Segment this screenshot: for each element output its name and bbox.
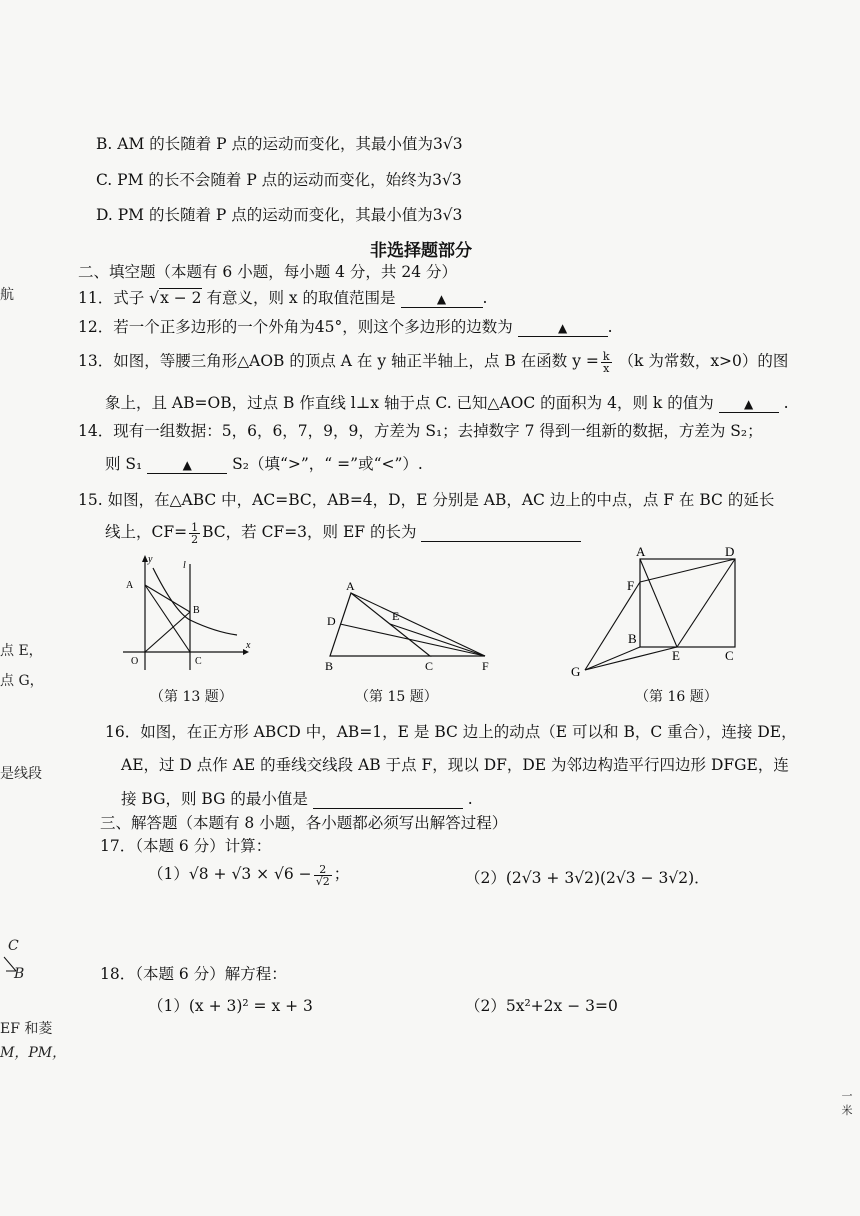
label-a: A [126, 580, 134, 591]
margin-text-4: 是线段 [0, 766, 42, 782]
label-l: l [183, 560, 186, 571]
figure-16 [565, 542, 755, 682]
option-c: C. PM 的长不会随着 P 点的运动而变化，始终为3√3 [96, 171, 462, 189]
segment-ed [677, 559, 735, 647]
segment-df [340, 624, 485, 656]
answer-blank-14[interactable]: ▲ [147, 455, 227, 474]
label-e: E [392, 609, 400, 623]
answer-blank-11[interactable]: ▲ [401, 289, 483, 308]
label-g: G [571, 664, 581, 679]
label-b: B [628, 631, 637, 646]
figure-13 [115, 550, 255, 675]
label-f: F [627, 578, 635, 593]
question-13-line2: 象上，且 AB=OB，过点 B 作直线 l⊥x 轴于点 C. 已知△AOC 的面积为 4，则 k 的值为 ▲ . [105, 394, 789, 412]
segment-ab [145, 585, 190, 612]
question-18-part1: （1）(x + 3)² = x + 3 [148, 997, 313, 1015]
segment-fd [640, 559, 735, 582]
section-title: 非选择题部分 [370, 241, 472, 261]
question-15-line1: 15. 如图，在△ABC 中，AC=BC，AB=4，D，E 分别是 AB，AC 边上的中点，点 F 在 BC 的延长 [78, 491, 775, 509]
question-13-line1: 13．如图，等腰三角形△AOB 的顶点 A 在 y 轴正半轴上，点 B 在函数 y = $\frac{k}{x}$ （k 为常数，x>0）的图 [78, 349, 789, 375]
section3-header: 三、解答题（本题有 8 小题，各小题都必须写出解答过程） [100, 814, 508, 832]
label-a: A [346, 579, 355, 593]
option-d: D. PM 的长随着 P 点的运动而变化，其最小值为3√3 [96, 206, 463, 224]
label-a: A [636, 544, 646, 559]
caption-fig13: （第 13 题） [150, 689, 233, 705]
hyperbola-curve [153, 568, 237, 635]
label-f: F [482, 659, 489, 673]
margin-text-8: M，PM， [0, 1045, 67, 1061]
question-15-line2: 线上，CF= $\frac{1}{2}$ BC，若 CF=3，则 EF 的长为 [105, 520, 581, 545]
segment-gf [585, 582, 640, 670]
question-14-line2: 则 S₁ ▲ S₂（填“>”，“ =”或“<”）. [105, 455, 423, 473]
margin-text-6: B [14, 966, 25, 982]
question-14-line1: 14．现有一组数据：5，6，6，7，9，9，方差为 S₁；去掉数字 7 得到一组新的数据，方差为 S₂； [78, 422, 763, 440]
answer-blank-16[interactable] [313, 790, 463, 809]
question-16-line2: AE，过 D 点作 AE 的垂线交线段 AB 于点 F，现以 DF，DE 为邻边构造平行四边形 DFGE，连 [121, 756, 789, 774]
margin-text-3: 点 G， [0, 673, 44, 689]
question-17-title: 17．（本题 6 分）计算： [100, 837, 272, 855]
question-11: 11．式子 √x − 2 有意义，则 x 的取值范围是 ▲ . [78, 289, 488, 307]
figure-15 [320, 578, 500, 673]
label-o: O [131, 656, 139, 667]
triangle-abc [330, 593, 430, 656]
answer-blank-12[interactable]: ▲ [518, 318, 608, 337]
label-c: C [425, 659, 434, 673]
section2-header: 二、填空题（本题有 6 小题，每小题 4 分，共 24 分） [78, 263, 458, 281]
question-16-line1: 16．如图，在正方形 ABCD 中，AB=1，E 是 BC 边上的动点（E 可以和 B，C 重合），连接 DE， [105, 723, 797, 741]
answer-blank-13[interactable]: ▲ [719, 394, 779, 413]
question-17-part2: （2）(2√3 + 3√2)(2√3 − 3√2)． [465, 869, 710, 887]
label-d: D [725, 544, 735, 559]
option-b: B. AM 的长随着 P 点的运动而变化，其最小值为3√3 [96, 135, 463, 153]
right-margin-text: 一 米 [840, 1090, 853, 1116]
margin-text-7: EF 和菱 [0, 1021, 53, 1037]
question-16-line3: 接 BG，则 BG 的最小值是 . [121, 790, 473, 808]
segment-ef [390, 624, 485, 656]
label-c: C [725, 648, 734, 663]
label-d: D [327, 614, 336, 628]
question-17-part1: （1）√8 + √3 × √6 − $\frac{2}{√2}$ ； [148, 862, 350, 888]
label-x: x [246, 640, 251, 651]
caption-fig15: （第 15 题） [355, 689, 438, 705]
q11-radicand: x − 2 [160, 289, 202, 307]
segment-ae [640, 559, 677, 647]
question-18-part2: （2）5x²+2x − 3=0 [465, 997, 618, 1015]
answer-blank-15[interactable] [421, 523, 581, 542]
question-18-title: 18．（本题 6 分）解方程： [100, 965, 287, 983]
margin-text-2: 点 E， [0, 643, 43, 659]
label-b: B [193, 605, 200, 616]
label-c: C [195, 656, 202, 667]
caption-fig16: （第 16 题） [635, 689, 718, 705]
margin-text-5: C [8, 938, 19, 954]
label-b: B [325, 659, 334, 673]
label-y: y [148, 554, 153, 565]
question-12: 12．若一个正多边形的一个外角为45°，则这个多边形的边数为 ▲ . [78, 318, 613, 336]
square-abcd [640, 559, 735, 647]
margin-text-1: 航 [0, 287, 14, 303]
label-e: E [672, 648, 680, 663]
